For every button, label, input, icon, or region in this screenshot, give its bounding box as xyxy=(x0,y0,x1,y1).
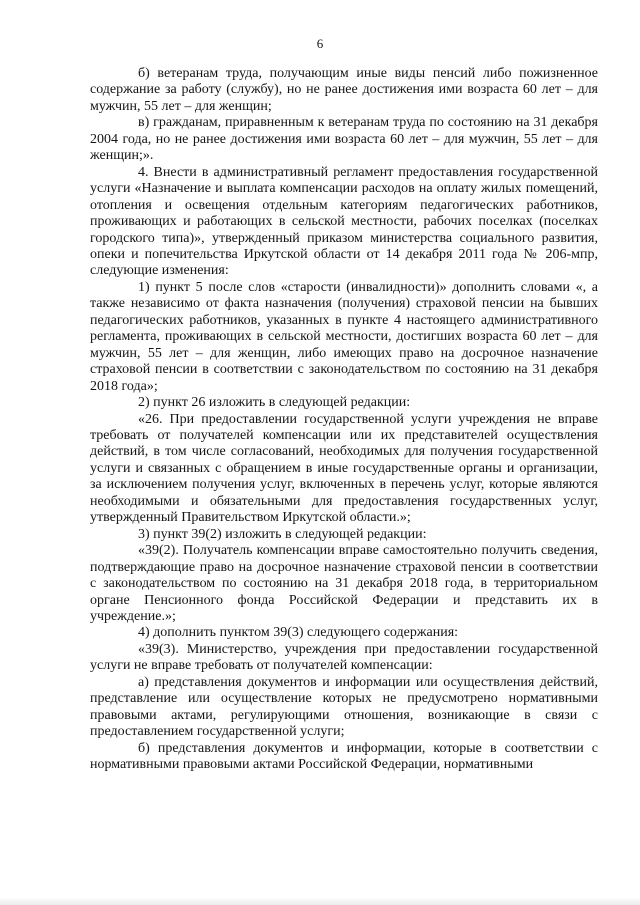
paragraph-point-39-3-intro: 4) дополнить пунктом 39(3) следующего содержания: xyxy=(138,625,459,641)
page-number: 6 xyxy=(316,36,324,51)
paragraph-equated-veterans: в) гражданам, приравненным к ветеранам труда по состоянию на 31 декабря 2004 года, но не ранее достижения ими возраста 60 лет – для мужчин, 55 лет – для женщин;». xyxy=(90,115,598,164)
paragraph-point-39-2-text: «39(2). Получатель компенсации вправе самостоятельно получить сведения, подтверждающие право на досрочное назначение страховой пенсии в соответствии с законодательством по состоянию на 31 декабря 2018 года, в территориальном органе Пенсионного фонда Российской Федерации и представить их в учреждение.»; xyxy=(90,543,598,624)
paragraph-subpoint-a: а) представления документов и информации или осуществления действий, представление или осуществление которых не предусмотрено нормативными правовыми актами, регулирующими отношения, возникающие в связи с предоставлением государственной услуги; xyxy=(90,674,598,740)
document-body xyxy=(90,66,598,773)
paragraph-item-4-amendments: 4. Внести в административный регламент предоставления государственной услуги «Назначение и выплата компенсации расходов на оплату жилых помещений, отопления и освещения отдельным категориям педагогических работников, проживающих и работающих в сельской местности, рабочих поселках (поселках городского типа)», утвержденный приказом министерства социального развития, опеки и попечительства Иркутской области от 14 декабря 2011 года № 206-мпр, следующие изменения: xyxy=(90,164,598,279)
paragraph-point-5: 1) пункт 5 после слов «старости (инвалидности)» дополнить словами «, а также независимо от факта назначения (получения) страховой пенсии на бывших педагогических работников, указанных в пункте 4 настоящего административного регламента, проживающих в сельской местности, достигших возраста 60 лет – для мужчин, 55 лет – для женщин, либо имеющих право на досрочное назначение страховой пенсии в соответствии с законодательством по состоянию на 31 декабря 2018 года»; xyxy=(90,279,598,394)
paragraph-veterans-other-pensions: б) ветеранам труда, получающим иные виды пенсий либо пожизненное содержание за работу (службу), но не ранее достижения ими возраста 60 лет – для мужчин, 55 лет – для женщин; xyxy=(90,66,598,114)
paragraph-subpoint-b: б) представления документов и информации, которые в соответствии с нормативными правовыми актами Российской Федерации, нормативными xyxy=(90,740,598,773)
paragraph-point-26-intro: 2) пункт 26 изложить в следующей редакции: xyxy=(138,395,411,411)
scan-bottom-edge xyxy=(0,897,640,905)
paragraph-point-26-text: «26. При предоставлении государственной услуги учреждения не вправе требовать от получателей компенсации или их представителей осуществления действий, в том числе согласований, необходимых для получения государственной услуги и связанных с обращением в иные государственные органы и организации, за исключением получения услуг, включенных в перечень услуг, которые являются необходимыми и обязательными для предоставления государственных услуг, утвержденный Правительством Иркутской области.»; xyxy=(90,411,598,526)
paragraph-point-39-3-text: «39(3). Министерство, учреждения при предоставлении государственной услуги не вправе требовать от получателей компенсации: xyxy=(90,641,598,674)
paragraph-point-39-2-intro: 3) пункт 39(2) изложить в следующей редакции: xyxy=(138,526,427,542)
